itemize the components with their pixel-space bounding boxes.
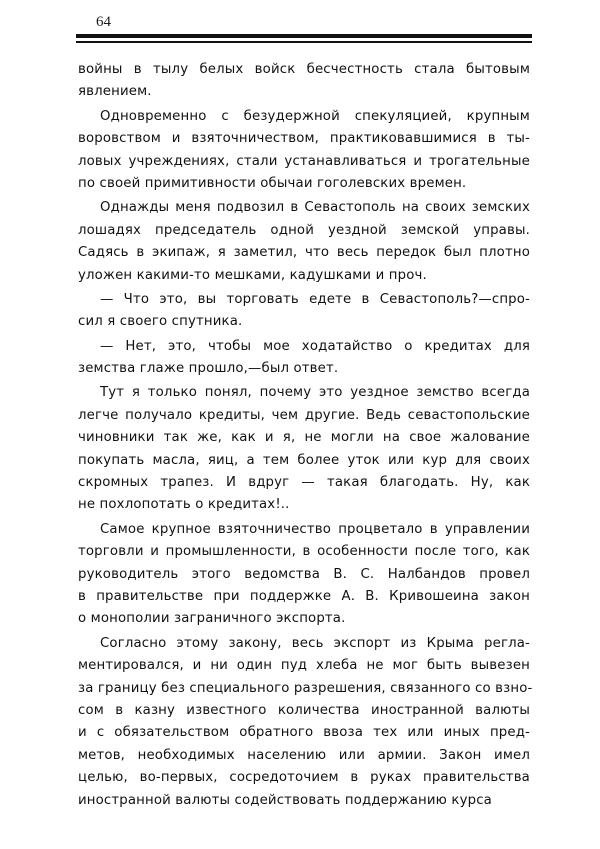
text-line: лошадях председатель одной уездной земской управы. [78,222,530,238]
text-line: не похлопотать о кредитах!.. [78,497,290,513]
text-line: уложен какими-то мешками, кадушками и проч. [78,267,427,283]
text-line: земства глаже прошло,—был ответ. [78,361,339,377]
text-line: по своей примитивности обычаи гоголевских времен. [78,175,467,191]
text-line: явлением. [78,84,152,100]
text-line: иностранной валюты содействовать поддержанию курса [78,792,492,808]
text-line: Согласно этому закону, весь экспорт из Крыма регла- [100,635,530,651]
text-line: воровством и взяточничеством, практиковавшимися в ты- [78,131,530,147]
paragraph [78,59,530,104]
text-line: Самое крупное взяточничество процветало в управлении [100,521,530,537]
text-line: сил я своего спутника. [78,314,243,330]
header-rule-thin [76,41,532,43]
paragraph [78,382,530,516]
text-line: Тут я только понял, почему это уездное земство всегда [100,385,530,401]
text-line: сом в казну известного количества иностранной валюты [78,702,530,718]
paragraph-gap [78,812,530,814]
text-line: Садясь в экипаж, я заметил, что весь передок был плотно [78,245,530,261]
text-line: о монополии заграничного экспорта. [78,611,346,627]
text-line: целью, во-первых, сосредоточием в руках правительства [78,770,530,786]
text-line: Одновременно с безудержной спекуляцией, крупным [100,108,530,124]
paragraph [78,519,530,631]
text-line: и с обязательством обратного ввоза тех или иных пред- [78,725,530,741]
paragraph [78,633,533,812]
header-rule-thick [76,34,532,38]
text-line: ловых учреждениях, стали устанавливаться и трогательные [78,153,530,169]
text-line: метов, необходимых населению или армии. Закон имел [78,747,530,763]
text-line: чиновники так же, как и я, не могли на свое жалование [78,430,530,446]
text-line: войны в тылу белых войск бесчестность стала бытовым [78,62,530,77]
paragraph [78,289,530,334]
text-line: — Нет, это, чтобы мое ходатайство о кредитах для [100,338,530,354]
text-line: легче получало кредиты, чем другие. Ведь севастопольские [78,407,530,423]
paragraph [78,336,530,381]
text-line: за границу без специального разрешения, связанного со взно- [78,680,533,696]
text-line: покупать масла, яиц, а тем более уток или кур для своих [78,452,530,468]
page-number: 64 [96,14,111,30]
text-line: Однажды меня подвозил в Севастополь на своих земских [100,200,530,216]
paragraph [78,197,530,287]
paragraph [78,106,530,196]
text-line: в правительстве при поддержке А. В. Кривошеина закон [78,588,530,604]
body-text [78,59,533,814]
text-line: скромных трапез. И вдруг — такая благодать. Ну, как [78,475,530,491]
text-line: руководитель этого ведомства В. С. Налбандов провел [78,566,530,582]
text-line: — Что это, вы торговать едете в Севастополь?—спро- [100,291,530,307]
text-line: ментировался, и ни один пуд хлеба не мог быть вывезен [78,658,530,674]
text-line: торговли и промышленности, в особенности после того, как [78,544,530,560]
